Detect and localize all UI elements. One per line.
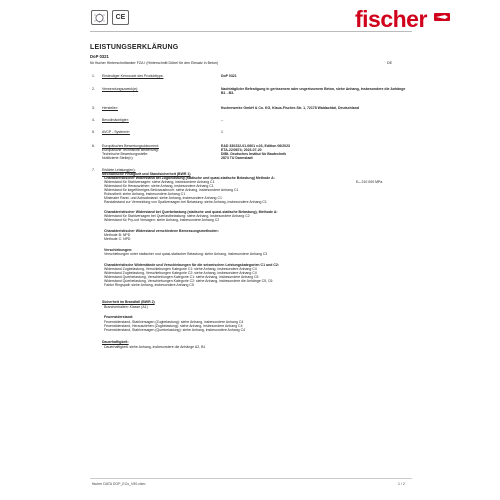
performance-line: Minimaler Rand- und Achsabstand: siehe Anhang, insbesondere Anhang C1 xyxy=(104,196,222,200)
performance-line: Widerstand für Pry-out Versagen: siehe Anhang, insbesondere Anhang C2 xyxy=(104,218,220,222)
performance-line: Widerstand Zugbelastung, Verschiebungen Kategorie C1: siehe Anhang, insbesondere Anhang C4 xyxy=(104,267,257,271)
performance-line: Brandverhalten: Klasse (A1) xyxy=(104,305,148,309)
performance-line: Widerstand Zugbelastung, Verschiebungen Kategorie C2: siehe Anhang, insbesondere Anhang C4 xyxy=(104,271,257,275)
item-number: 4. xyxy=(92,118,95,122)
item-label: Notifizierte Stelle(n): xyxy=(102,156,134,160)
item-label: Europäisches Bewertungsdokument: xyxy=(102,144,160,148)
language-code: DE xyxy=(387,61,392,65)
side-note: Eₘ 210 000 MPa xyxy=(356,180,383,184)
item-number: 3. xyxy=(92,106,95,110)
item-value: 2873 TU Darmstadt xyxy=(221,156,253,160)
performance-line: Methode C: NPD xyxy=(104,237,131,241)
document-title: LEISTUNGSERKLÄRUNG xyxy=(90,44,179,51)
brand-mark-icon xyxy=(434,13,450,21)
item-label: Technische Bewertungsstelle: xyxy=(102,152,149,156)
item-number: 7. xyxy=(92,168,95,172)
item-label: Erklärte Leistung(en): xyxy=(102,168,136,172)
performance-line: Widerstand für Stahlversagen bei Querlastbelastung: siehe Anhang, insbesondere Anhang C2 xyxy=(104,214,250,218)
performance-line: Feuerwiderstand, Stahlversagen (Querbelastung): siehe Anhang, insbesondere Anhang C4 xyxy=(104,328,246,332)
item-label: Europäische Technische Bewertung: xyxy=(102,148,159,152)
item-label: Verwendungszweck(e): xyxy=(102,87,139,91)
dop-number: DoP 0321 xyxy=(90,54,109,59)
subsection-heading: Charakteristischer Widerstand verschiedene Bemessungsmethoden: xyxy=(104,229,219,233)
item-label: Eindeutiger Kenncode des Produkttyps: xyxy=(102,74,164,78)
brand-logo: fischer xyxy=(355,6,427,32)
performance-line: Widerstand Querbelastung, Verschiebungen Kategorie C1: siehe Anhang, insbesondere Anhang C5 xyxy=(104,275,259,279)
performance-line: Widerstand Querbelastung, Verschiebungen Kategorie C2: siehe Anhang, insbesondere die Anhänge C5, C6 xyxy=(104,279,273,283)
performance-line: Feuerwiderstand, Stahlversagen (Zugbelastung): siehe Anhang, insbesondere Anhang C4 xyxy=(104,320,244,324)
subsection-heading: Verschiebungen: xyxy=(104,248,133,252)
ce-mark-icon: CE xyxy=(112,10,129,25)
performance-line: Feuerwiderstand, Herausziehen (Zugbelastung): siehe Anhang, insbesondere Anhang C4 xyxy=(104,324,243,328)
item-value: Nachträgliche Befestigung in gerissenem oder ungerissenem Beton, siehe Anhang, insbesondere die Anhänge B1 - B3. xyxy=(221,87,406,95)
subsection-heading: Charakteristischer Widerstand bei Querbelastung (statische und quasi-statische Belastung), Methode A: xyxy=(104,210,278,214)
section-heading: Mechanische Festigkeit und Standsicherheit (BWR 1) xyxy=(102,172,191,176)
item-value: DoP 0321 xyxy=(221,74,237,78)
performance-line: Dauerhaftigkeit: siehe Anhang, insbesondere die Anhänge A2, B1 xyxy=(104,345,206,349)
item-value: DIBt- Deutsches Institut für Bautechnik xyxy=(221,152,287,156)
section-heading: Dauerhaftigkeit: xyxy=(102,340,129,344)
performance-line: Robustheit: siehe Anhang, insbesondere Anhang C1 xyxy=(104,192,186,196)
performance-line: Widerstand für Herausziehen: siehe Anhang, insbesondere Anhang C1 xyxy=(104,184,214,188)
footer-divider xyxy=(90,478,412,479)
item-value: ETA-22/0674; 2023-07-20 xyxy=(221,148,262,152)
performance-line: Randabstand zur Vermeidung von Spaltversagen bei Belastung: siehe Anhang, insbesondere Anhang C1 xyxy=(104,200,267,204)
item-value: -- xyxy=(221,118,224,122)
item-label: AVCP - System/e: xyxy=(102,130,130,134)
item-value: 1 xyxy=(221,130,223,134)
subsection-heading: Feuerwiderstand: xyxy=(104,315,134,319)
performance-line: Widerstand für Stahlversagen: siehe Anhang, insbesondere Anhang C1 xyxy=(104,180,215,184)
item-number: 5. xyxy=(92,130,95,134)
performance-line: Methode B: NPD xyxy=(104,233,131,237)
page-number: 1 / 2 xyxy=(398,482,405,486)
cert-logos xyxy=(91,10,129,25)
item-label: Bevollmächtigter: xyxy=(102,118,129,122)
quality-mark-icon xyxy=(91,10,108,25)
item-label: Hersteller: xyxy=(102,106,118,110)
product-subtitle: für fischer Hinterschnittanker FZA I (Hinterschnitt Dübel für den Einsatz in Beton) xyxy=(90,61,219,65)
performance-line: Faktor Ringspalt: siehe Anhang, insbesondere Anhang C5 xyxy=(104,283,194,287)
section-heading: Sicherheit im Brandfall (BWR 2) xyxy=(102,300,155,304)
item-number: 1. xyxy=(92,74,95,78)
header-divider xyxy=(90,31,412,32)
item-value: EAD 330232-01-0601 v.03, Edition 06/2023 xyxy=(221,144,291,148)
footer-filename: fischer DATA DOP_ECs_V90.xlsm xyxy=(92,482,146,486)
item-number: 6. xyxy=(92,144,95,148)
subsection-heading: Charakteristische Widerstände und Verschiebungen für die seismischen Leistungskategorien C1 und C2: xyxy=(104,263,280,267)
performance-line: Verschiebungen unter statischer und quasi-statischer Belastung: siehe Anhang, insbesondere Anhang C3 xyxy=(104,252,268,256)
subsection-heading: Charakteristischer Widerstand bei Zugbelastung (statische und quasi-statische Belastung) Methode A: xyxy=(104,176,275,180)
performance-line: Widerstand für kegelförmiges Betonausbruch: siehe Anhang, insbesondere Anhang C1 xyxy=(104,188,239,192)
item-number: 2. xyxy=(92,87,95,91)
item-value: fischerwerke GmbH & Co. KG, Klaus-Fischer-Str. 1, 72178 Waldachtal, Deutschland xyxy=(221,106,359,110)
